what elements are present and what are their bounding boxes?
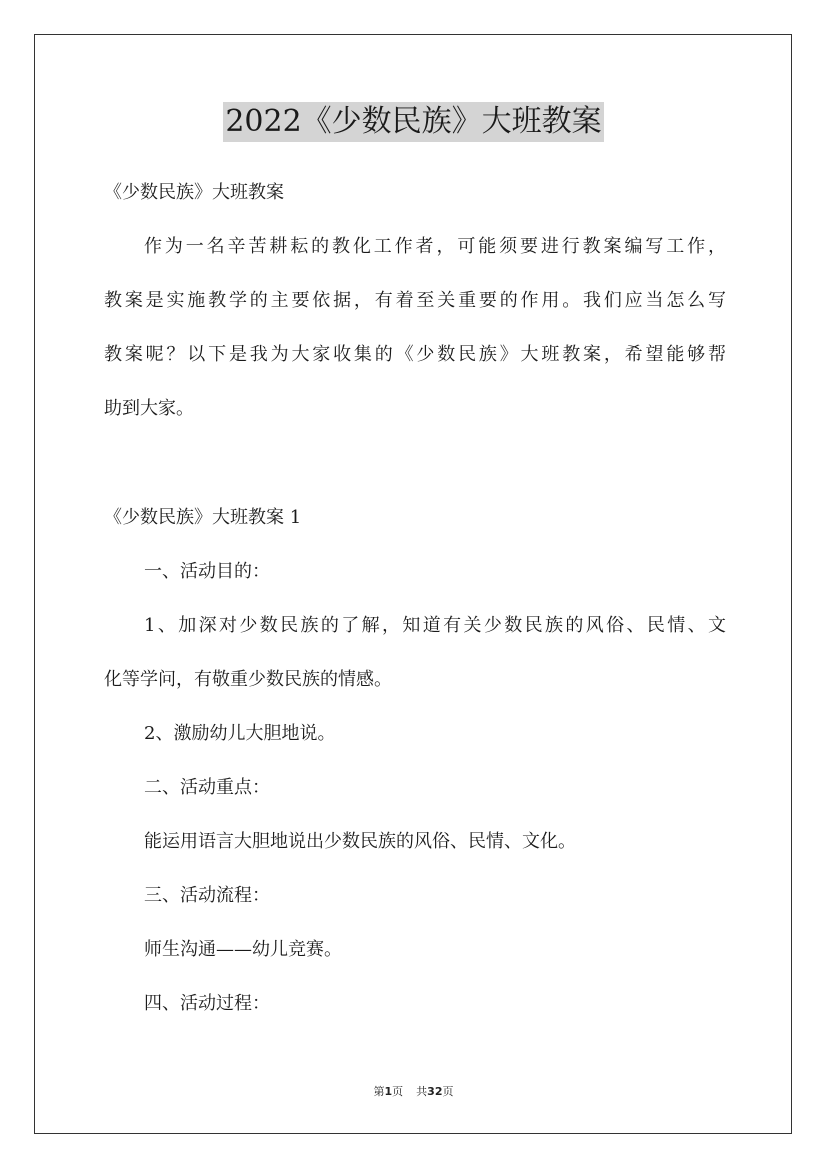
intro-line-3: 教案呢？以下是我为大家收集的《少数民族》大班教案，希望能够帮 xyxy=(104,344,726,365)
body-line-8: 师生沟通——幼儿竞赛。 xyxy=(144,939,342,960)
document-title: 2022《少数民族》大班教案 xyxy=(223,102,603,142)
footer-total-pages: 32 xyxy=(427,1085,443,1098)
body-line-4: 2、激励幼儿大胆地说。 xyxy=(144,723,336,744)
footer-page-label: 页 xyxy=(392,1085,404,1098)
footer-total-prefix: 共 xyxy=(416,1085,428,1098)
body-line-3: 化等学问，有敬重少数民族的情感。 xyxy=(104,669,392,690)
footer-prefix: 第 xyxy=(373,1085,385,1098)
body-line-9: 四、活动过程： xyxy=(144,993,270,1014)
page-footer xyxy=(0,1084,827,1100)
body-line-2: 1、加深对少数民族的了解，知道有关少数民族的风俗、民情、文 xyxy=(144,615,726,636)
intro-line-4: 助到大家。 xyxy=(104,398,194,419)
body-line-1: 一、活动目的： xyxy=(144,561,270,582)
body-line-7: 三、活动流程： xyxy=(144,885,270,906)
body-line-6: 能运用语言大胆地说出少数民族的风俗、民情、文化。 xyxy=(144,831,576,852)
footer-current-page: 1 xyxy=(384,1085,393,1098)
section-heading: 《少数民族》大班教案 1 xyxy=(104,507,302,528)
title-container xyxy=(0,102,827,142)
document-subtitle: 《少数民族》大班教案 xyxy=(104,182,284,203)
body-line-5: 二、活动重点： xyxy=(144,777,270,798)
footer-total-label: 页 xyxy=(442,1085,454,1098)
intro-line-1: 作为一名辛苦耕耘的教化工作者，可能须要进行教案编写工作， xyxy=(144,236,726,257)
intro-line-2: 教案是实施教学的主要依据，有着至关重要的作用。我们应当怎么写 xyxy=(104,290,726,311)
